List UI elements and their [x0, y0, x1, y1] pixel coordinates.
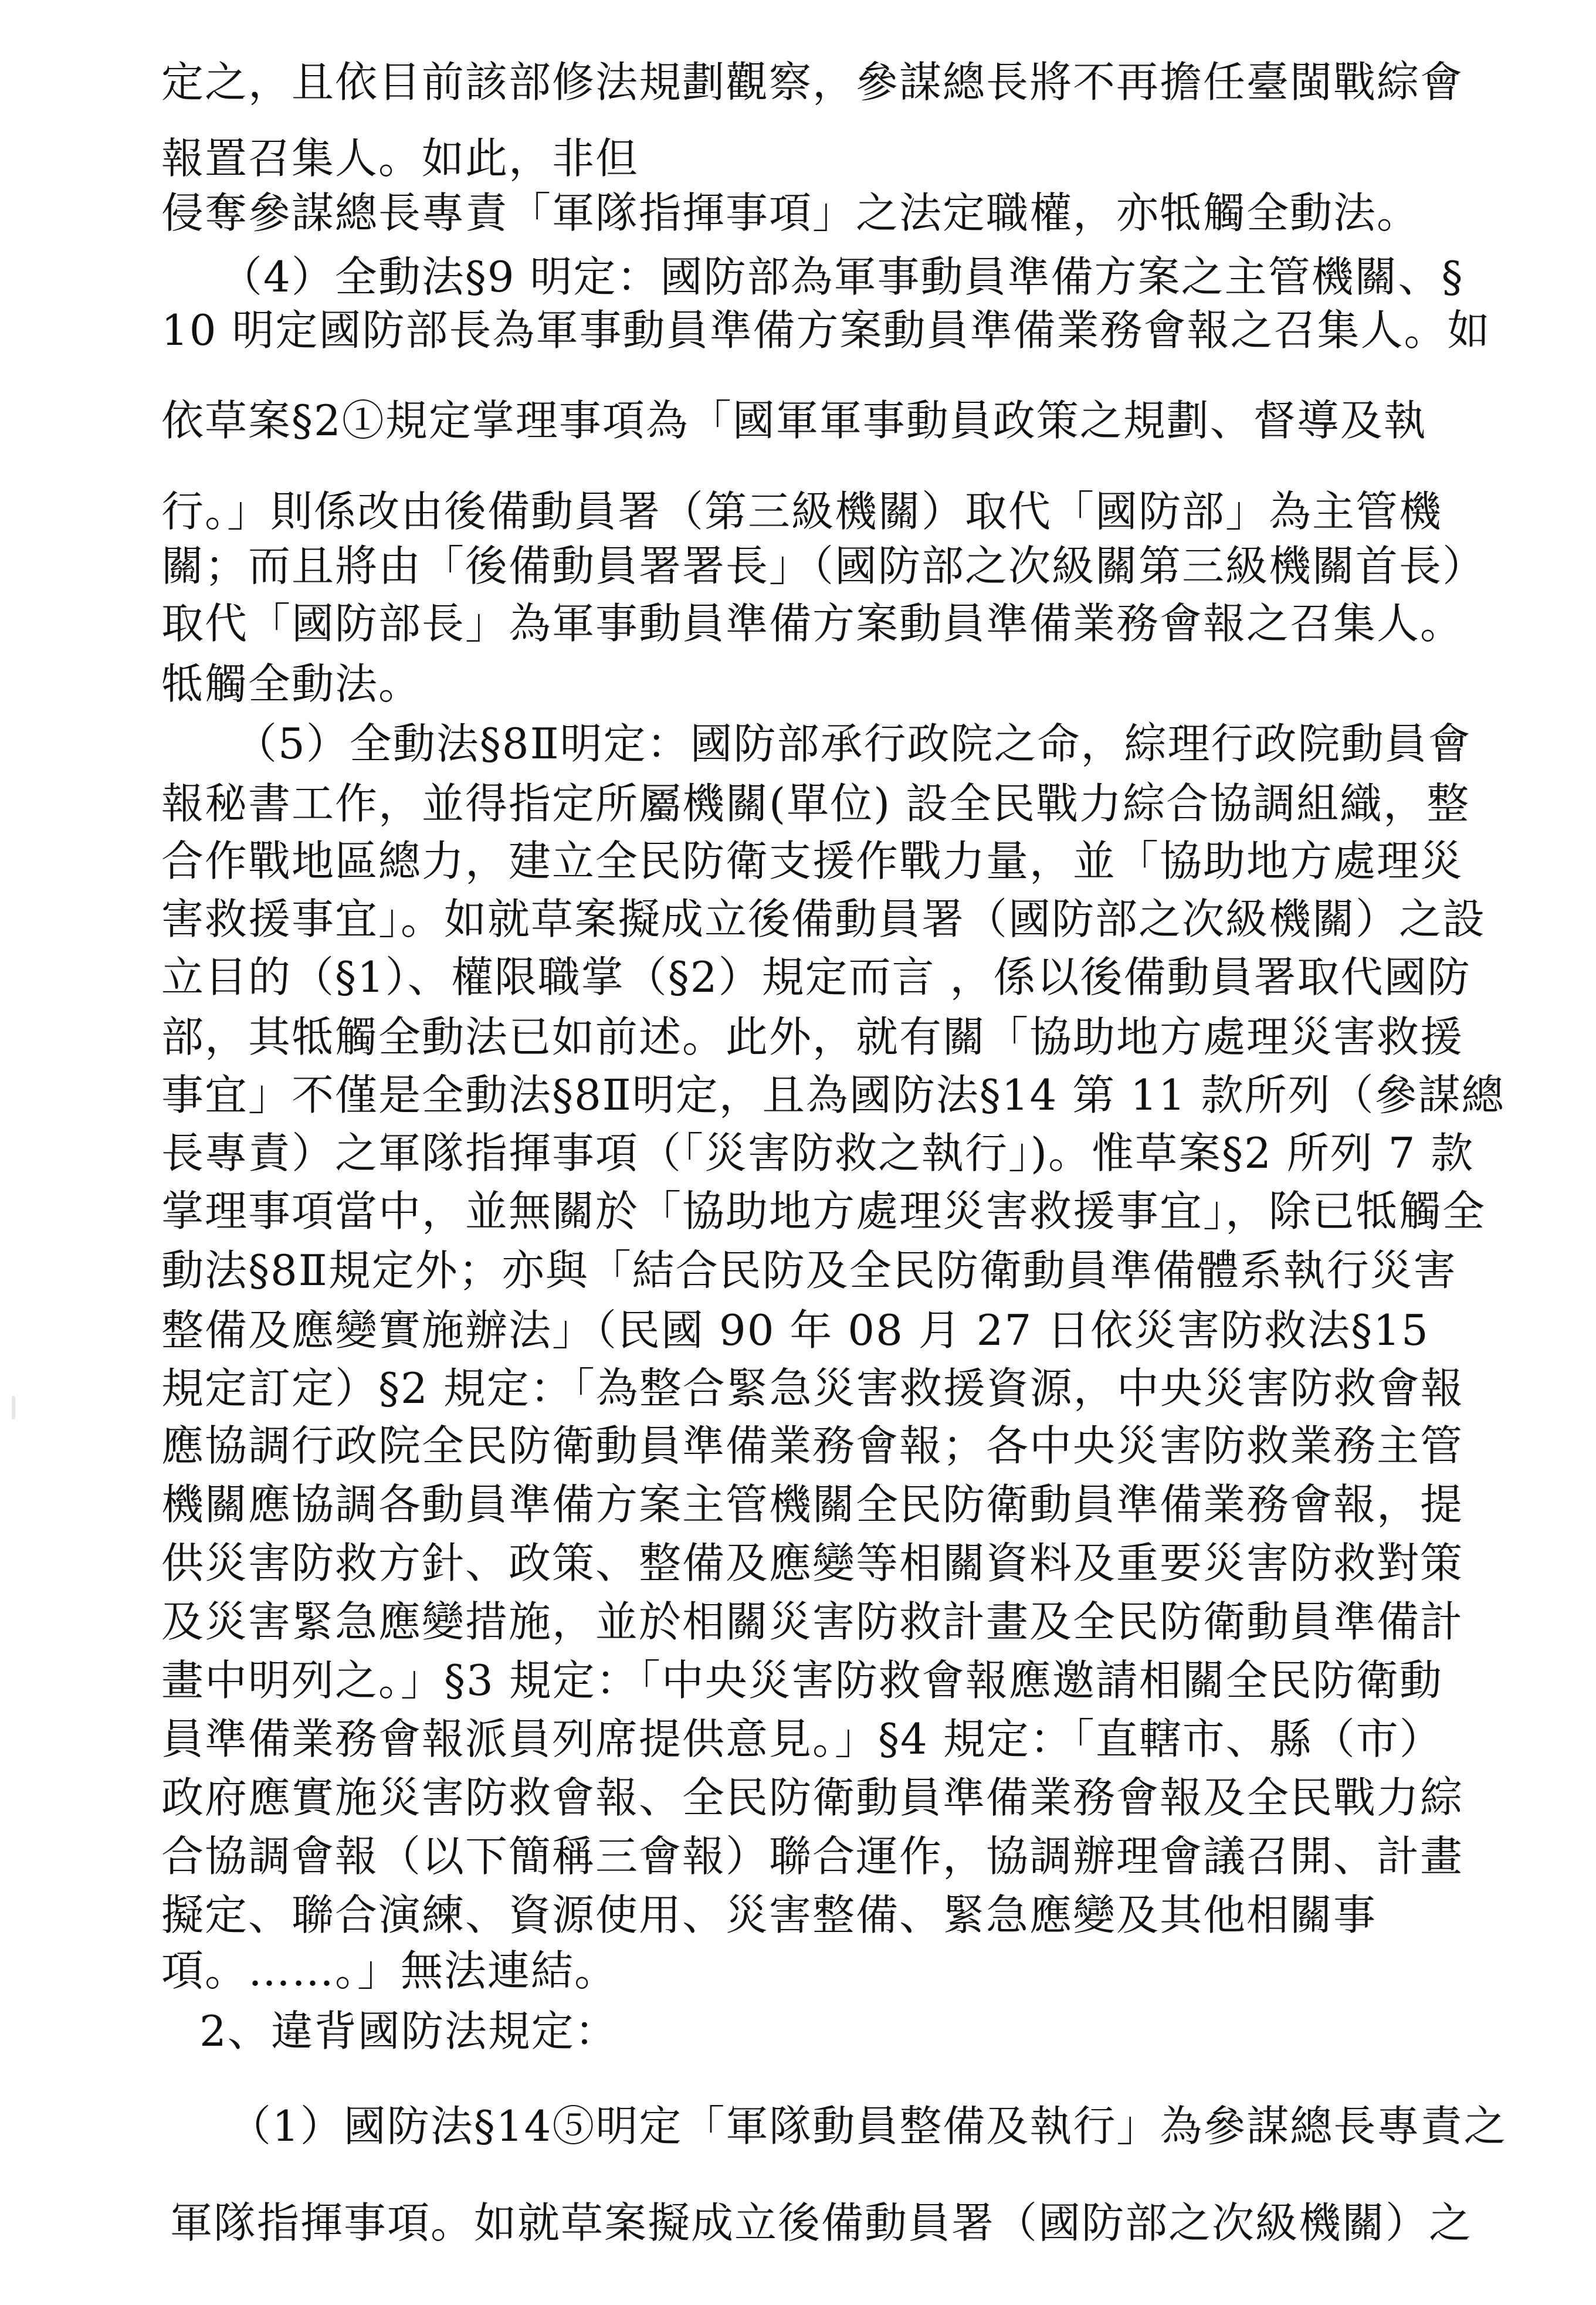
text-line: 合協調會報（以下簡稱三會報）聯合運作，協調辦理會議召開、計畫: [161, 1832, 1464, 1881]
text-line: 規定訂定）§2 規定：「為整合緊急災害救援資源，中央災害防救會報: [161, 1364, 1464, 1413]
text-line: 供災害防救方針、政策、整備及應變等相關資料及重要災害防救對策: [161, 1538, 1464, 1588]
text-line: 應協調行政院全民防衛動員準備業務會報；各中央災害防救業務主管: [161, 1421, 1464, 1470]
text-line: 定之，且依目前該部修法規劃觀察，參謀總長將不再擔任臺閩戰綜會: [161, 57, 1464, 107]
text-line: （4）全動法§9 明定：國防部為軍事動員準備方案之主管機關、§: [220, 252, 1464, 301]
text-line: 畫中明列之。」§3 規定：「中央災害防救會報應邀請相關全民防衛動: [161, 1656, 1443, 1705]
text-line: 取代「國防部長」為軍事動員準備方案動員準備業務會報之召集人。: [161, 599, 1464, 648]
text-line: 合作戰地區總力，建立全民防衛支援作戰力量，並「協助地方處理災: [161, 836, 1464, 886]
text-line: 整備及應變實施辦法」（民國 90 年 08 月 27 日依災害防救法§15: [161, 1306, 1429, 1355]
text-line: 事宜」不僅是全動法§8Ⅱ明定，且為國防法§14 第 11 款所列（參謀總: [161, 1070, 1505, 1120]
text-line: 機關應協調各動員準備方案主管機關全民防衛動員準備業務會報，提: [161, 1480, 1464, 1529]
text-line: 10 明定國防部長為軍事動員準備方案動員準備業務會報之召集人。如: [161, 306, 1491, 355]
text-line: 關；而且將由「後備動員署署長」（國防部之次級關第三級機關首長）: [161, 541, 1486, 591]
text-line: 2、違背國防法規定：: [199, 2006, 618, 2056]
text-line: 報秘書工作，並得指定所屬機關(單位) 設全民戰力綜合協調組織，整: [161, 779, 1470, 828]
text-line: 依草案§2①規定掌理事項為「國軍軍事動員政策之規劃、督導及執: [161, 396, 1427, 445]
text-line: 侵奪參謀總長專責「軍隊指揮事項」之法定職權，亦牴觸全動法。: [161, 188, 1421, 238]
text-line: 動法§8Ⅱ規定外；亦與「結合民防及全民防衛動員準備體系執行災害: [161, 1246, 1457, 1295]
text-line: 報置召集人。如此，非但: [161, 134, 639, 183]
text-line: 害救援事宜」。如就草案擬成立後備動員署（國防部之次級機關）之設: [161, 894, 1486, 944]
text-line: 掌理事項當中，並無關於「協助地方處理災害救援事宜」，除已牴觸全: [161, 1187, 1486, 1236]
text-line: 行。」則係改由後備動員署（第三級機關）取代「國防部」為主管機: [161, 487, 1443, 536]
text-line: 立目的（§1）、權限職掌（§2）規定而言 ，係以後備動員署取代國防: [161, 952, 1471, 1002]
text-line: 及災害緊急應變措施，並於相關災害防救計畫及全民防衛動員準備計: [161, 1597, 1464, 1646]
text-line: 牴觸全動法。: [161, 659, 422, 709]
text-line: 員準備業務會報派員列席提供意見。」§4 規定：「直轄市、縣（市）: [161, 1714, 1443, 1764]
text-line: 政府應實施災害防救會報、全民防衛動員準備業務會報及全民戰力綜: [161, 1773, 1464, 1822]
text-line: （5）全動法§8Ⅱ明定：國防部承行政院之命，綜理行政院動員會: [235, 719, 1472, 768]
text-line: 項。……。」無法連結。: [161, 1946, 618, 1995]
text-line: （1）國防法§14⑤明定「軍隊動員整備及執行」為參謀總長專責之: [229, 2101, 1507, 2151]
text-line: 擬定、聯合演練、資源使用、災害整備、緊急應變及其他相關事: [161, 1890, 1377, 1940]
text-line: 軍隊指揮事項。如就草案擬成立後備動員署（國防部之次級機關）之: [170, 2198, 1473, 2248]
text-line: 長專責）之軍隊指揮事項（「災害防救之執行」)。惟草案§2 所列 7 款: [161, 1128, 1475, 1178]
text-line: 部，其牴觸全動法已如前述。此外，就有關「協助地方處理災害救援: [161, 1012, 1464, 1062]
scan-artifact: [12, 1396, 15, 1419]
